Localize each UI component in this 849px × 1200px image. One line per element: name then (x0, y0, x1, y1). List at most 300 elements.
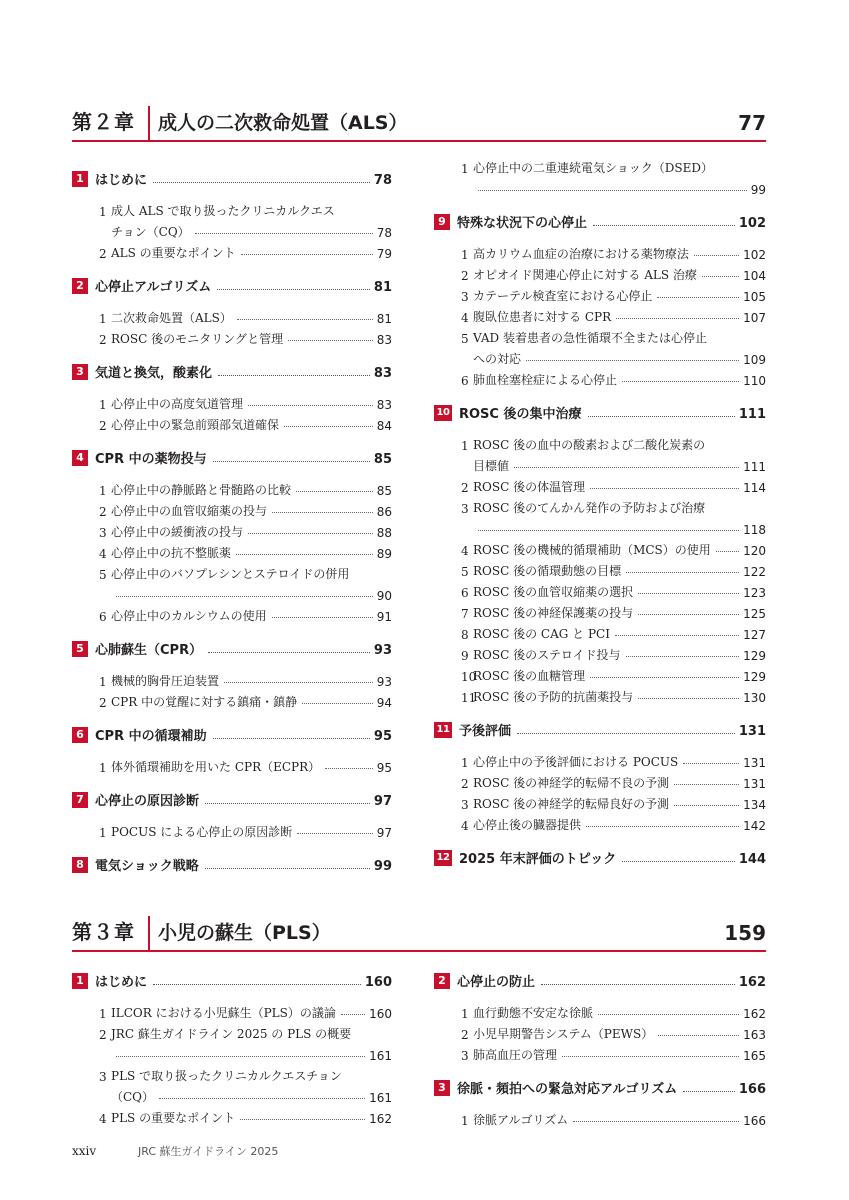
spacer (72, 746, 392, 754)
section-number-badge: 1 (72, 973, 88, 989)
toc-item[interactable] (72, 1000, 392, 1021)
leader-dots (341, 1014, 365, 1015)
item-page: 102 (743, 248, 766, 262)
item-number: 4 (99, 1112, 107, 1126)
item-number: 3 (99, 1070, 107, 1084)
toc-item[interactable] (434, 1107, 766, 1128)
leader-dots (213, 461, 370, 462)
toc-item[interactable] (434, 663, 766, 684)
section-title: はじめに (95, 173, 148, 188)
leader-dots (208, 652, 370, 653)
leader-dots (590, 677, 739, 678)
spacer (434, 869, 766, 877)
chapter-3-left-column (72, 970, 392, 1140)
leader-dots (694, 255, 739, 256)
section-title: 心停止の防止 (457, 975, 536, 990)
toc-item[interactable] (72, 1105, 392, 1126)
toc-section[interactable] (72, 447, 392, 469)
toc-section[interactable] (72, 789, 392, 811)
spacer (434, 1099, 766, 1107)
item-title: ROSC 後のステロイド投与 (473, 648, 621, 662)
section-number-badge: 1 (72, 171, 88, 187)
footer-book-title: JRC 蘇生ガイドライン 2025 (137, 1145, 279, 1158)
toc-section[interactable] (72, 275, 392, 297)
item-number: 4 (99, 547, 107, 561)
spacer (434, 705, 766, 719)
leader-dots (478, 530, 739, 531)
item-page: 83 (376, 333, 392, 347)
leader-dots (478, 190, 747, 191)
item-number: 4 (461, 819, 469, 833)
toc-item[interactable] (72, 668, 392, 689)
item-number: 3 (461, 502, 469, 516)
item-number: 7 (461, 607, 469, 621)
leader-dots (626, 572, 739, 573)
chapter-3-header (72, 910, 766, 952)
toc-item[interactable] (72, 540, 392, 561)
toc-item[interactable] (434, 176, 766, 197)
item-title: ROSC 後のモニタリングと管理 (111, 332, 284, 346)
toc-item[interactable] (72, 240, 392, 261)
leader-dots (241, 254, 373, 255)
item-number: 1 (99, 675, 107, 689)
toc-item[interactable] (434, 474, 766, 495)
item-title: 心停止中のバソプレシンとステロイドの併用 (111, 567, 350, 581)
item-page: 129 (743, 649, 766, 663)
item-page: 114 (743, 481, 766, 495)
spacer (72, 1126, 392, 1140)
item-title: 心停止中の緊急前頸部気道確保 (111, 418, 280, 432)
spacer (72, 469, 392, 477)
toc-item[interactable] (72, 689, 392, 710)
item-title: オピオイド関連心停止に対する ALS 治療 (473, 268, 697, 282)
toc-section[interactable] (72, 168, 392, 190)
toc-item[interactable] (434, 155, 766, 176)
item-page: 99 (750, 183, 766, 197)
toc-item[interactable] (72, 412, 392, 433)
footer (72, 1143, 278, 1159)
item-title: 機械的胸骨圧迫装置 (111, 674, 220, 688)
item-title: ROSC 後の予防的抗菌薬投与 (473, 690, 634, 704)
toc-item[interactable] (72, 519, 392, 540)
item-number: 1 (99, 205, 107, 219)
leader-dots (622, 861, 735, 862)
toc-item[interactable] (434, 453, 766, 474)
item-page: 83 (376, 398, 392, 412)
toc-section[interactable] (434, 211, 766, 233)
toc-item[interactable] (434, 346, 766, 367)
item-page: 131 (743, 777, 766, 791)
section-page: 97 (373, 794, 392, 809)
item-title: 二次救命処置（ALS） (111, 311, 232, 325)
leader-dots (615, 635, 739, 636)
spacer (72, 840, 392, 854)
toc-section[interactable] (434, 719, 766, 741)
item-title: 心停止中のカルシウムの使用 (111, 609, 267, 623)
item-title: CPR 中の覚醒に対する鎮痛・鎮静 (111, 695, 298, 709)
leader-dots (217, 289, 370, 290)
section-page: 95 (373, 729, 392, 744)
chapter-3-title: 小児の蘇生（PLS） (158, 922, 331, 944)
toc-item[interactable] (72, 561, 392, 582)
toc-item[interactable] (434, 516, 766, 537)
spacer (72, 261, 392, 275)
item-title: 徐脈アルゴリズム (473, 1113, 569, 1127)
section-page: 85 (373, 452, 392, 467)
item-page: 118 (743, 523, 766, 537)
item-page: 84 (376, 419, 392, 433)
item-number: 1 (461, 162, 469, 176)
leader-dots (588, 416, 735, 417)
toc-item[interactable] (434, 642, 766, 663)
item-number: 1 (99, 1007, 107, 1021)
toc-item[interactable] (72, 477, 392, 498)
toc-item[interactable] (72, 819, 392, 840)
leader-dots (153, 984, 361, 985)
toc-item[interactable] (72, 1021, 392, 1042)
leader-dots (526, 360, 739, 361)
section-number-badge: 3 (434, 1080, 450, 1096)
spacer (434, 833, 766, 847)
section-number-badge: 12 (434, 850, 452, 866)
toc-item[interactable] (434, 283, 766, 304)
leader-dots (116, 596, 373, 597)
toc-section[interactable] (434, 402, 766, 424)
item-number: 1 (461, 756, 469, 770)
section-number-badge: 4 (72, 450, 88, 466)
spacer (434, 233, 766, 241)
item-number: 6 (461, 586, 469, 600)
toc-section[interactable] (72, 854, 392, 876)
toc-item[interactable] (434, 537, 766, 558)
leader-dots (517, 733, 735, 734)
toc-item[interactable] (434, 621, 766, 642)
item-title: PLS の重要なポイント (111, 1111, 236, 1125)
leader-dots (716, 551, 739, 552)
leader-dots (297, 833, 372, 834)
spacer (72, 775, 392, 789)
section-title: 徐脈・頻拍への緊急対応アルゴリズム (457, 1082, 678, 1097)
spacer (72, 347, 392, 361)
item-page: 161 (369, 1049, 392, 1063)
item-page: 134 (743, 798, 766, 812)
section-title: はじめに (95, 975, 148, 990)
leader-dots (205, 803, 370, 804)
item-page: 162 (369, 1112, 392, 1126)
leader-dots (638, 614, 739, 615)
spacer (434, 1128, 766, 1142)
toc-item[interactable] (434, 558, 766, 579)
section-number-badge: 6 (72, 727, 88, 743)
toc-item[interactable] (434, 600, 766, 621)
toc-item[interactable] (72, 1063, 392, 1084)
section-title: 電気ショック戦略 (95, 859, 199, 874)
item-title: PLS で取り扱ったクリニカルクエスチョン (111, 1069, 342, 1083)
item-title: 心停止中の抗不整脈薬 (111, 546, 232, 560)
leader-dots (590, 488, 739, 489)
toc-item[interactable] (72, 498, 392, 519)
toc-item[interactable] (434, 367, 766, 388)
leader-dots (702, 276, 739, 277)
spacer (72, 884, 392, 898)
toc-item[interactable] (434, 770, 766, 791)
item-number: 5 (461, 565, 469, 579)
chapter-3-page: 159 (724, 921, 766, 945)
item-number: 2 (99, 505, 107, 519)
leader-dots (248, 533, 373, 534)
toc-item[interactable] (434, 812, 766, 833)
leader-dots (236, 554, 373, 555)
item-title: 肺高血圧の管理 (473, 1048, 558, 1062)
item-number: 5 (461, 332, 469, 346)
item-page: 163 (743, 1028, 766, 1042)
leader-dots (153, 182, 370, 183)
item-page: 166 (743, 1114, 766, 1128)
item-number: 5 (99, 568, 107, 582)
toc-item[interactable] (434, 684, 766, 705)
item-title: ROSC 後の血管収縮薬の選択 (473, 585, 634, 599)
toc-item[interactable] (434, 325, 766, 346)
item-title: JRC 蘇生ガイドライン 2025 の PLS の概要 (111, 1027, 352, 1041)
spacer (434, 197, 766, 211)
toc-item[interactable] (72, 391, 392, 412)
item-title: （CQ） (111, 1090, 155, 1104)
item-title: ROSC 後の体温管理 (473, 480, 586, 494)
section-title: 心停止アルゴリズム (95, 280, 212, 295)
item-page: 85 (376, 484, 392, 498)
leader-dots (272, 617, 373, 618)
leader-dots (288, 340, 373, 341)
chapter-2-label: 第２章 (72, 110, 135, 134)
chapter-2-title: 成人の二次救命処置（ALS） (158, 112, 408, 134)
section-page: 78 (373, 173, 392, 188)
section-number-badge: 10 (434, 405, 452, 421)
item-number: 9 (461, 649, 469, 663)
item-page: 111 (743, 460, 766, 474)
item-number: 2 (99, 419, 107, 433)
item-page: 162 (743, 1007, 766, 1021)
chapter-2 (72, 100, 766, 142)
item-page: 81 (376, 312, 392, 326)
toc-item[interactable] (72, 198, 392, 219)
section-number-badge: 11 (434, 722, 452, 738)
leader-dots (213, 738, 370, 739)
leader-dots (302, 703, 373, 704)
item-number: 3 (99, 526, 107, 540)
section-page: 81 (373, 280, 392, 295)
section-title: 特殊な状況下の心停止 (457, 216, 588, 231)
toc-item[interactable] (72, 1042, 392, 1063)
section-number-badge: 2 (72, 278, 88, 294)
item-number: 2 (461, 481, 469, 495)
section-title: 2025 年末評価のトピック (459, 852, 617, 867)
toc-section[interactable] (434, 970, 766, 992)
toc-section[interactable] (72, 638, 392, 660)
spacer (72, 190, 392, 198)
item-title: 小児早期警告システム（PEWS） (473, 1027, 654, 1041)
section-page: 102 (738, 216, 766, 231)
toc-item[interactable] (72, 754, 392, 775)
toc-item[interactable] (434, 495, 766, 516)
item-number: 4 (461, 311, 469, 325)
toc-item[interactable] (72, 603, 392, 624)
item-page: 90 (376, 589, 392, 603)
toc-item[interactable] (434, 241, 766, 262)
leader-dots (626, 656, 740, 657)
spacer (72, 383, 392, 391)
section-title: 心停止の原因診断 (95, 794, 200, 809)
toc-item[interactable] (434, 262, 766, 283)
item-number: 1 (99, 398, 107, 412)
item-page: 78 (376, 226, 392, 240)
leader-dots (248, 405, 373, 406)
toc-item[interactable] (434, 1021, 766, 1042)
leader-dots (224, 682, 373, 683)
item-title: ROSC 後のてんかん発作の予防および治療 (473, 501, 706, 515)
leader-dots (195, 233, 373, 234)
leader-dots (205, 868, 370, 869)
leader-dots (284, 426, 373, 427)
item-number: 2 (461, 269, 469, 283)
leader-dots (573, 1121, 739, 1122)
item-title: ROSC 後の血中の酸素および二酸化炭素の (473, 438, 706, 452)
section-title: CPR 中の循環補助 (95, 729, 207, 744)
toc-section[interactable] (434, 1077, 766, 1099)
leader-dots (514, 467, 739, 468)
toc-item[interactable] (434, 1042, 766, 1063)
toc-item[interactable] (434, 749, 766, 770)
item-page: 91 (376, 610, 392, 624)
section-title: CPR 中の薬物投与 (95, 452, 207, 467)
item-page: 95 (376, 761, 392, 775)
spacer (72, 710, 392, 724)
item-title: 体外循環補助を用いた CPR（ECPR） (111, 760, 321, 774)
section-page: 144 (738, 852, 766, 867)
item-page: 120 (743, 544, 766, 558)
toc-item[interactable] (434, 579, 766, 600)
item-title: 心停止中の高度気道管理 (111, 397, 244, 411)
item-number: 2 (461, 1028, 469, 1042)
chapter-3-right-column (434, 970, 766, 1142)
item-number: 1 (461, 1007, 469, 1021)
toc-item[interactable] (72, 582, 392, 603)
spacer (434, 388, 766, 402)
item-page: 122 (743, 565, 766, 579)
section-page: 162 (738, 975, 766, 990)
item-page: 86 (376, 505, 392, 519)
spacer (434, 992, 766, 1000)
item-title: POCUS による心停止の原因診断 (111, 825, 293, 839)
spacer (72, 624, 392, 638)
toc-section[interactable] (434, 847, 766, 869)
chapter-2-header (72, 100, 766, 142)
toc-item[interactable] (72, 219, 392, 240)
spacer (434, 424, 766, 432)
item-number: 2 (99, 696, 107, 710)
section-page: 99 (373, 859, 392, 874)
leader-dots (674, 805, 739, 806)
item-number: 11 (461, 691, 477, 705)
item-title: への対応 (473, 352, 522, 366)
toc-section[interactable] (72, 970, 392, 992)
leader-dots (562, 1056, 739, 1057)
toc-section[interactable] (72, 724, 392, 746)
spacer (434, 877, 766, 891)
item-title: ROSC 後の循環動態の目標 (473, 564, 622, 578)
item-number: 1 (461, 439, 469, 453)
section-number-badge: 8 (72, 857, 88, 873)
leader-dots (593, 225, 735, 226)
leader-dots (296, 491, 373, 492)
item-title: チョン（CQ） (111, 225, 190, 239)
item-title: ROSC 後の神経学的転帰良好の予測 (473, 797, 670, 811)
spacer (72, 992, 392, 1000)
leader-dots (218, 375, 370, 376)
leader-dots (237, 319, 373, 320)
item-number: 10 (461, 670, 477, 684)
item-page: 129 (743, 670, 766, 684)
item-title: 目標値 (473, 459, 510, 473)
item-page: 94 (376, 696, 392, 710)
leader-dots (683, 1091, 735, 1092)
toc-item[interactable] (434, 304, 766, 325)
item-page: 165 (743, 1049, 766, 1063)
leader-dots (658, 1035, 739, 1036)
section-page: 93 (373, 643, 392, 658)
spacer (72, 297, 392, 305)
item-page: 93 (376, 675, 392, 689)
spacer (72, 433, 392, 447)
item-number: 6 (99, 610, 107, 624)
section-number-badge: 3 (72, 364, 88, 380)
toc-item[interactable] (434, 1000, 766, 1021)
section-title: 心肺蘇生（CPR） (95, 643, 203, 658)
leader-dots (598, 1014, 739, 1015)
toc-item[interactable] (434, 791, 766, 812)
toc-item[interactable] (434, 432, 766, 453)
chapter-separator (148, 916, 150, 950)
chapter-separator (148, 106, 150, 140)
toc-item[interactable] (72, 326, 392, 347)
item-page: 109 (743, 353, 766, 367)
item-number: 2 (99, 1028, 107, 1042)
section-page: 111 (738, 407, 766, 422)
item-number: 2 (99, 333, 107, 347)
item-number: 1 (99, 826, 107, 840)
item-number: 1 (99, 484, 107, 498)
leader-dots (325, 768, 373, 769)
leader-dots (586, 826, 739, 827)
toc-item[interactable] (72, 1084, 392, 1105)
item-page: 142 (743, 819, 766, 833)
chapter-2-page: 77 (738, 111, 766, 135)
item-page: 89 (376, 547, 392, 561)
item-page: 110 (743, 374, 766, 388)
chapter-2-left-column (72, 168, 392, 898)
toc-section[interactable] (72, 361, 392, 383)
section-title: ROSC 後の集中治療 (459, 407, 582, 422)
item-title: ROSC 後の神経保護薬の投与 (473, 606, 634, 620)
item-number: 4 (461, 544, 469, 558)
item-title: 成人 ALS で取り扱ったクリニカルクエス (111, 204, 335, 218)
chapter-3 (72, 910, 766, 952)
section-number-badge: 5 (72, 641, 88, 657)
item-page: 79 (376, 247, 392, 261)
item-title: VAD 装着患者の急性循環不全または心停止 (473, 331, 707, 345)
toc-item[interactable] (72, 305, 392, 326)
item-page: 123 (743, 586, 766, 600)
item-page: 97 (376, 826, 392, 840)
